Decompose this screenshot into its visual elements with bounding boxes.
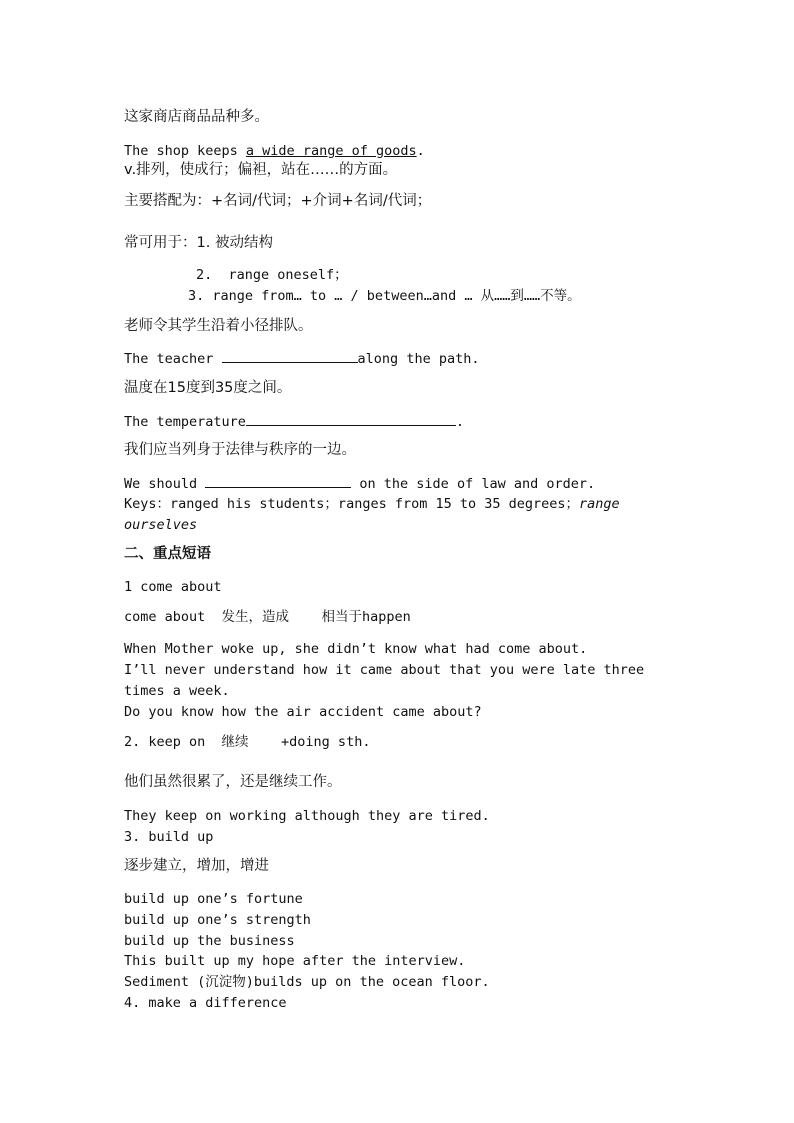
underlined-phrase: a wide range of goods	[245, 143, 417, 159]
usage-item-3: 3. range from… to … / between…and … 从……到……不等。	[188, 288, 581, 304]
phrase-2-example-chinese: 他们虽然很累了，还是继续工作。	[124, 774, 342, 790]
usage-note: 常可用于：1. 被动结构	[124, 235, 273, 251]
usage-item-2: 2. range oneself；	[196, 267, 348, 283]
example-sentence-chinese: 这家商店商品品种多。	[124, 109, 269, 125]
exercise-text: on the side of law and order.	[351, 476, 596, 492]
sentence-end: .	[416, 143, 425, 159]
phrase-2-example: They keep on working although they are tired.	[124, 808, 490, 824]
phrase-3-title: 3. build up	[124, 829, 214, 845]
exercise-3-english	[124, 474, 595, 493]
exercise-2-english	[124, 412, 464, 431]
phrase-3-example: This built up my hope after the interview.	[124, 953, 466, 969]
phrase-4-title: 4. make a difference	[124, 995, 287, 1011]
keys-text: Keys：ranged his students；ranges from 15 to 35 degrees；	[124, 496, 580, 512]
answer-blank	[246, 412, 456, 426]
phrase-3-meaning: 逐步建立，增加，增进	[124, 858, 269, 874]
phrase-1-example: I’ll never understand how it came about that you were late three	[124, 662, 645, 678]
exercise-text: The temperature	[124, 414, 246, 430]
exercise-text: .	[455, 414, 465, 430]
collocation-note: 主要搭配为：+名词/代词；+介词+名词/代词；	[124, 193, 432, 209]
sentence-start: The shop keeps	[124, 143, 246, 159]
phrase-1-example: When Mother woke up, she didn’t know what had come about.	[124, 641, 588, 657]
answer-keys	[124, 495, 620, 513]
exercise-3-chinese: 我们应当列身于法律与秩序的一边。	[124, 442, 356, 458]
phrase-1-meaning: come about 发生，造成 相当于happen	[124, 609, 411, 625]
verb-definition: v.排列，使成行；偏袒，站在……的方面。	[124, 162, 398, 178]
answer-keys-continued: ourselves	[124, 517, 198, 533]
phrase-3-example: build up one’s strength	[124, 912, 311, 928]
answer-blank	[222, 349, 358, 363]
exercise-text: We should	[124, 476, 206, 492]
section-heading: 二、重点短语	[124, 546, 211, 562]
exercise-1-english	[124, 349, 479, 368]
exercise-text: along the path.	[357, 351, 480, 367]
exercise-text: The teacher	[124, 351, 222, 367]
exercise-1-chinese: 老师令其学生沿着小径排队。	[124, 318, 313, 334]
phrase-3-example: build up the business	[124, 933, 295, 949]
phrase-1-example: times a week.	[124, 683, 230, 699]
answer-blank	[205, 474, 351, 488]
example-sentence-english	[124, 142, 425, 160]
phrase-2-title: 2. keep on 继续 +doing sth.	[124, 734, 371, 750]
phrase-1-title: 1 come about	[124, 579, 222, 595]
phrase-1-example: Do you know how the air accident came about?	[124, 704, 482, 720]
phrase-3-example: build up one’s fortune	[124, 891, 303, 907]
exercise-2-chinese: 温度在15度到35度之间。	[124, 380, 292, 396]
phrase-3-example: Sediment (沉淀物)builds up on the ocean floor.	[124, 974, 490, 990]
keys-italic: range	[579, 496, 620, 512]
